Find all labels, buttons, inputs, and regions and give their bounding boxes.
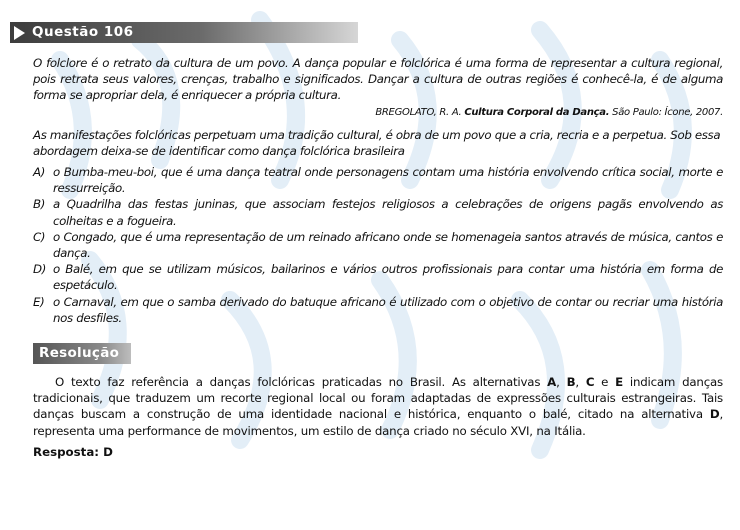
citation [33,107,723,118]
bold-letter: D [709,407,720,422]
question-text-paragraph-2: As manifestações folclóricas perpetuam uma tradição cultural, é obra de um povo que a cria, recria e a perpetua. Sob essa abordagem deixa-se de identificar como dança folclórica brasileira [33,128,721,159]
question-header [10,22,358,43]
bold-letter: A [547,375,557,389]
resolution-header [33,343,131,364]
answer-options [33,164,723,326]
option-text: o Balé, em que se utilizam músicos, bailarinos e vários outros profissionais para contar uma história em forma de espetáculo. [53,262,723,293]
citation-author: BREGOLATO, R. A. [375,107,462,118]
separator: , [556,375,567,389]
option-letter: A) [33,165,45,179]
resolution-title: Resolução [39,345,120,361]
question-number: Questão 106 [32,24,134,40]
bold-letter: C [585,375,595,389]
option-text: o Bumba-meu-boi, que é uma dança teatral onde personagens contam uma história envolvendo crítica social, morte e ressurreição. [53,165,723,196]
bold-letter: B [566,375,576,389]
separator: , [575,375,586,389]
option-text: o Congado, que é uma representação de um reinado africano onde se homenageia santos através de música, cantos e dança. [53,229,723,261]
separator: e [594,375,616,389]
resolution-text [33,374,723,439]
resolution-text-part: O texto faz referência a danças folclóricas praticadas no Brasil. As alternativas [55,375,548,389]
question-text-paragraph-1: O folclore é o retrato da cultura de um povo. A dança popular e folclórica é uma forma de representar a cultura regional, pois retrata seus valores, crenças, trabalho e significados. Dançar a cultura de outras regiões é conhecê-la, é de alguma forma se apropriar dela, é enriquecer a própria cultura. [33,56,723,103]
option-c[interactable] [33,229,723,261]
citation-title: Cultura Corporal da Dança. [464,107,610,118]
option-b[interactable] [33,196,723,228]
final-answer: Resposta: D [33,445,113,459]
option-letter: D) [33,262,46,277]
option-text: o Carnaval, em que o samba derivado do batuque africano é utilizado com o objetivo de contar ou recriar uma história nos desfiles. [53,294,723,325]
resolution-text-part: indicam danças tradicionais, que traduzem um recorte regional local ou foram adaptadas de expressões culturais estrangeiras. Tais danças buscam a construção de uma identidade nacional e histórica, enquanto o balé, citado na alternativa [33,375,723,422]
option-letter: C) [33,229,46,244]
option-letter: B) [33,197,45,212]
option-letter: E) [33,294,45,309]
option-d[interactable] [33,261,723,293]
option-e[interactable] [33,294,723,326]
bold-letter: E [615,375,623,389]
resolution-text-part: , representa uma performance de movimentos, um estilo de dança criado no século XVI, na Itália. [33,407,723,438]
option-text: a Quadrilha das festas juninas, que associam festejos religiosos a celebrações de origens pagãs envolvendo as colheitas e a fogueira. [53,197,723,228]
play-arrow-icon [14,26,25,40]
option-a[interactable] [33,164,723,196]
citation-publisher: São Paulo: Ícone, 2007. [612,107,723,118]
